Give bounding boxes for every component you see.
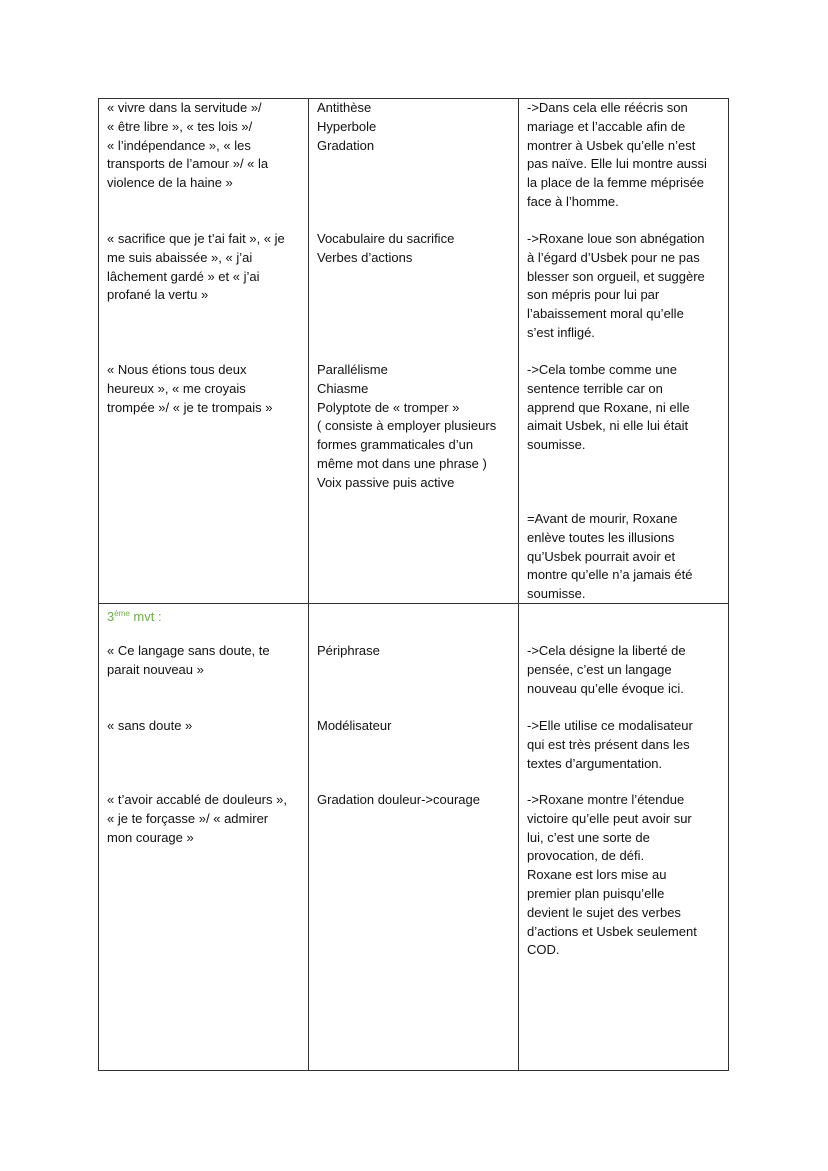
movement-heading bbox=[107, 605, 305, 627]
quote-cell: « t’avoir accablé de douleurs », « je te forçasse »/ « admirer mon courage » bbox=[107, 792, 287, 845]
heading-superscript: ème bbox=[114, 609, 130, 618]
quote-cell: « sacrifice que je t’ai fait », « je me suis abaissée », « j’ai lâchement gardé » et « j’ai profané la vertu » bbox=[107, 231, 285, 303]
figure-cell: Périphrase bbox=[317, 643, 380, 658]
analysis-cell: ->Cela tombe comme une sentence terrible car on apprend que Roxane, ni elle aimait Usbek, ni elle lui était soumisse. bbox=[527, 362, 690, 453]
quote-cell: « Ce langage sans doute, te parait nouveau » bbox=[107, 643, 270, 677]
analysis-cell: ->Roxane montre l’étendue victoire qu’elle peut avoir sur lui, c’est une sorte de provocation, de défi. Roxane est lors mise au premier plan puisqu’elle devient le sujet des verbes d’actions et Usbek seulement COD. bbox=[527, 792, 697, 958]
conclusion-cell: =Avant de mourir, Roxane enlève toutes les illusions qu’Usbek pourrait avoir et montre qu’elle n’a jamais été soumisse. bbox=[527, 511, 693, 602]
quote-cell: « vivre dans la servitude »/ « être libre », « tes lois »/ « l’indépendance », « les transports de l’amour »/ « la violence de la haine » bbox=[107, 100, 269, 191]
heading-number: 3 bbox=[107, 609, 115, 624]
figure-cell: Modélisateur bbox=[317, 718, 392, 733]
figure-cell: Vocabulaire du sacrifice Verbes d’actions bbox=[317, 231, 455, 265]
heading-text: mvt : bbox=[129, 609, 162, 624]
figure-cell: Parallélisme Chiasme Polyptote de « tromper » ( consiste à employer plusieurs formes grammaticales d’un même mot dans une phrase ) Voix passive puis active bbox=[317, 362, 497, 490]
column-divider bbox=[308, 98, 309, 1071]
quote-cell: « sans doute » bbox=[107, 718, 193, 733]
analysis-cell: ->Cela désigne la liberté de pensée, c’est un langage nouveau qu’elle évoque ici. bbox=[527, 643, 686, 696]
analysis-cell: ->Dans cela elle réécris son mariage et l’accable afin de montrer à Usbek qu’elle n’est pas naïve. Elle lui montre aussi la place de la femme méprisée face à l’homme. bbox=[527, 100, 707, 209]
quote-cell: « Nous étions tous deux heureux », « me croyais trompée »/ « je te trompais » bbox=[107, 362, 273, 415]
analysis-cell: ->Elle utilise ce modalisateur qui est très présent dans les textes d’argumentation. bbox=[527, 718, 693, 771]
figure-cell: Antithèse Hyperbole Gradation bbox=[317, 100, 377, 153]
figure-cell: Gradation douleur->courage bbox=[317, 792, 480, 807]
analysis-cell: ->Roxane loue son abnégation à l’égard d’Usbek pour ne pas blesser son orgueil, et suggère son mépris pour lui par l’abaissement moral qu’elle s’est infligé. bbox=[527, 231, 705, 340]
column-divider bbox=[518, 98, 519, 1071]
